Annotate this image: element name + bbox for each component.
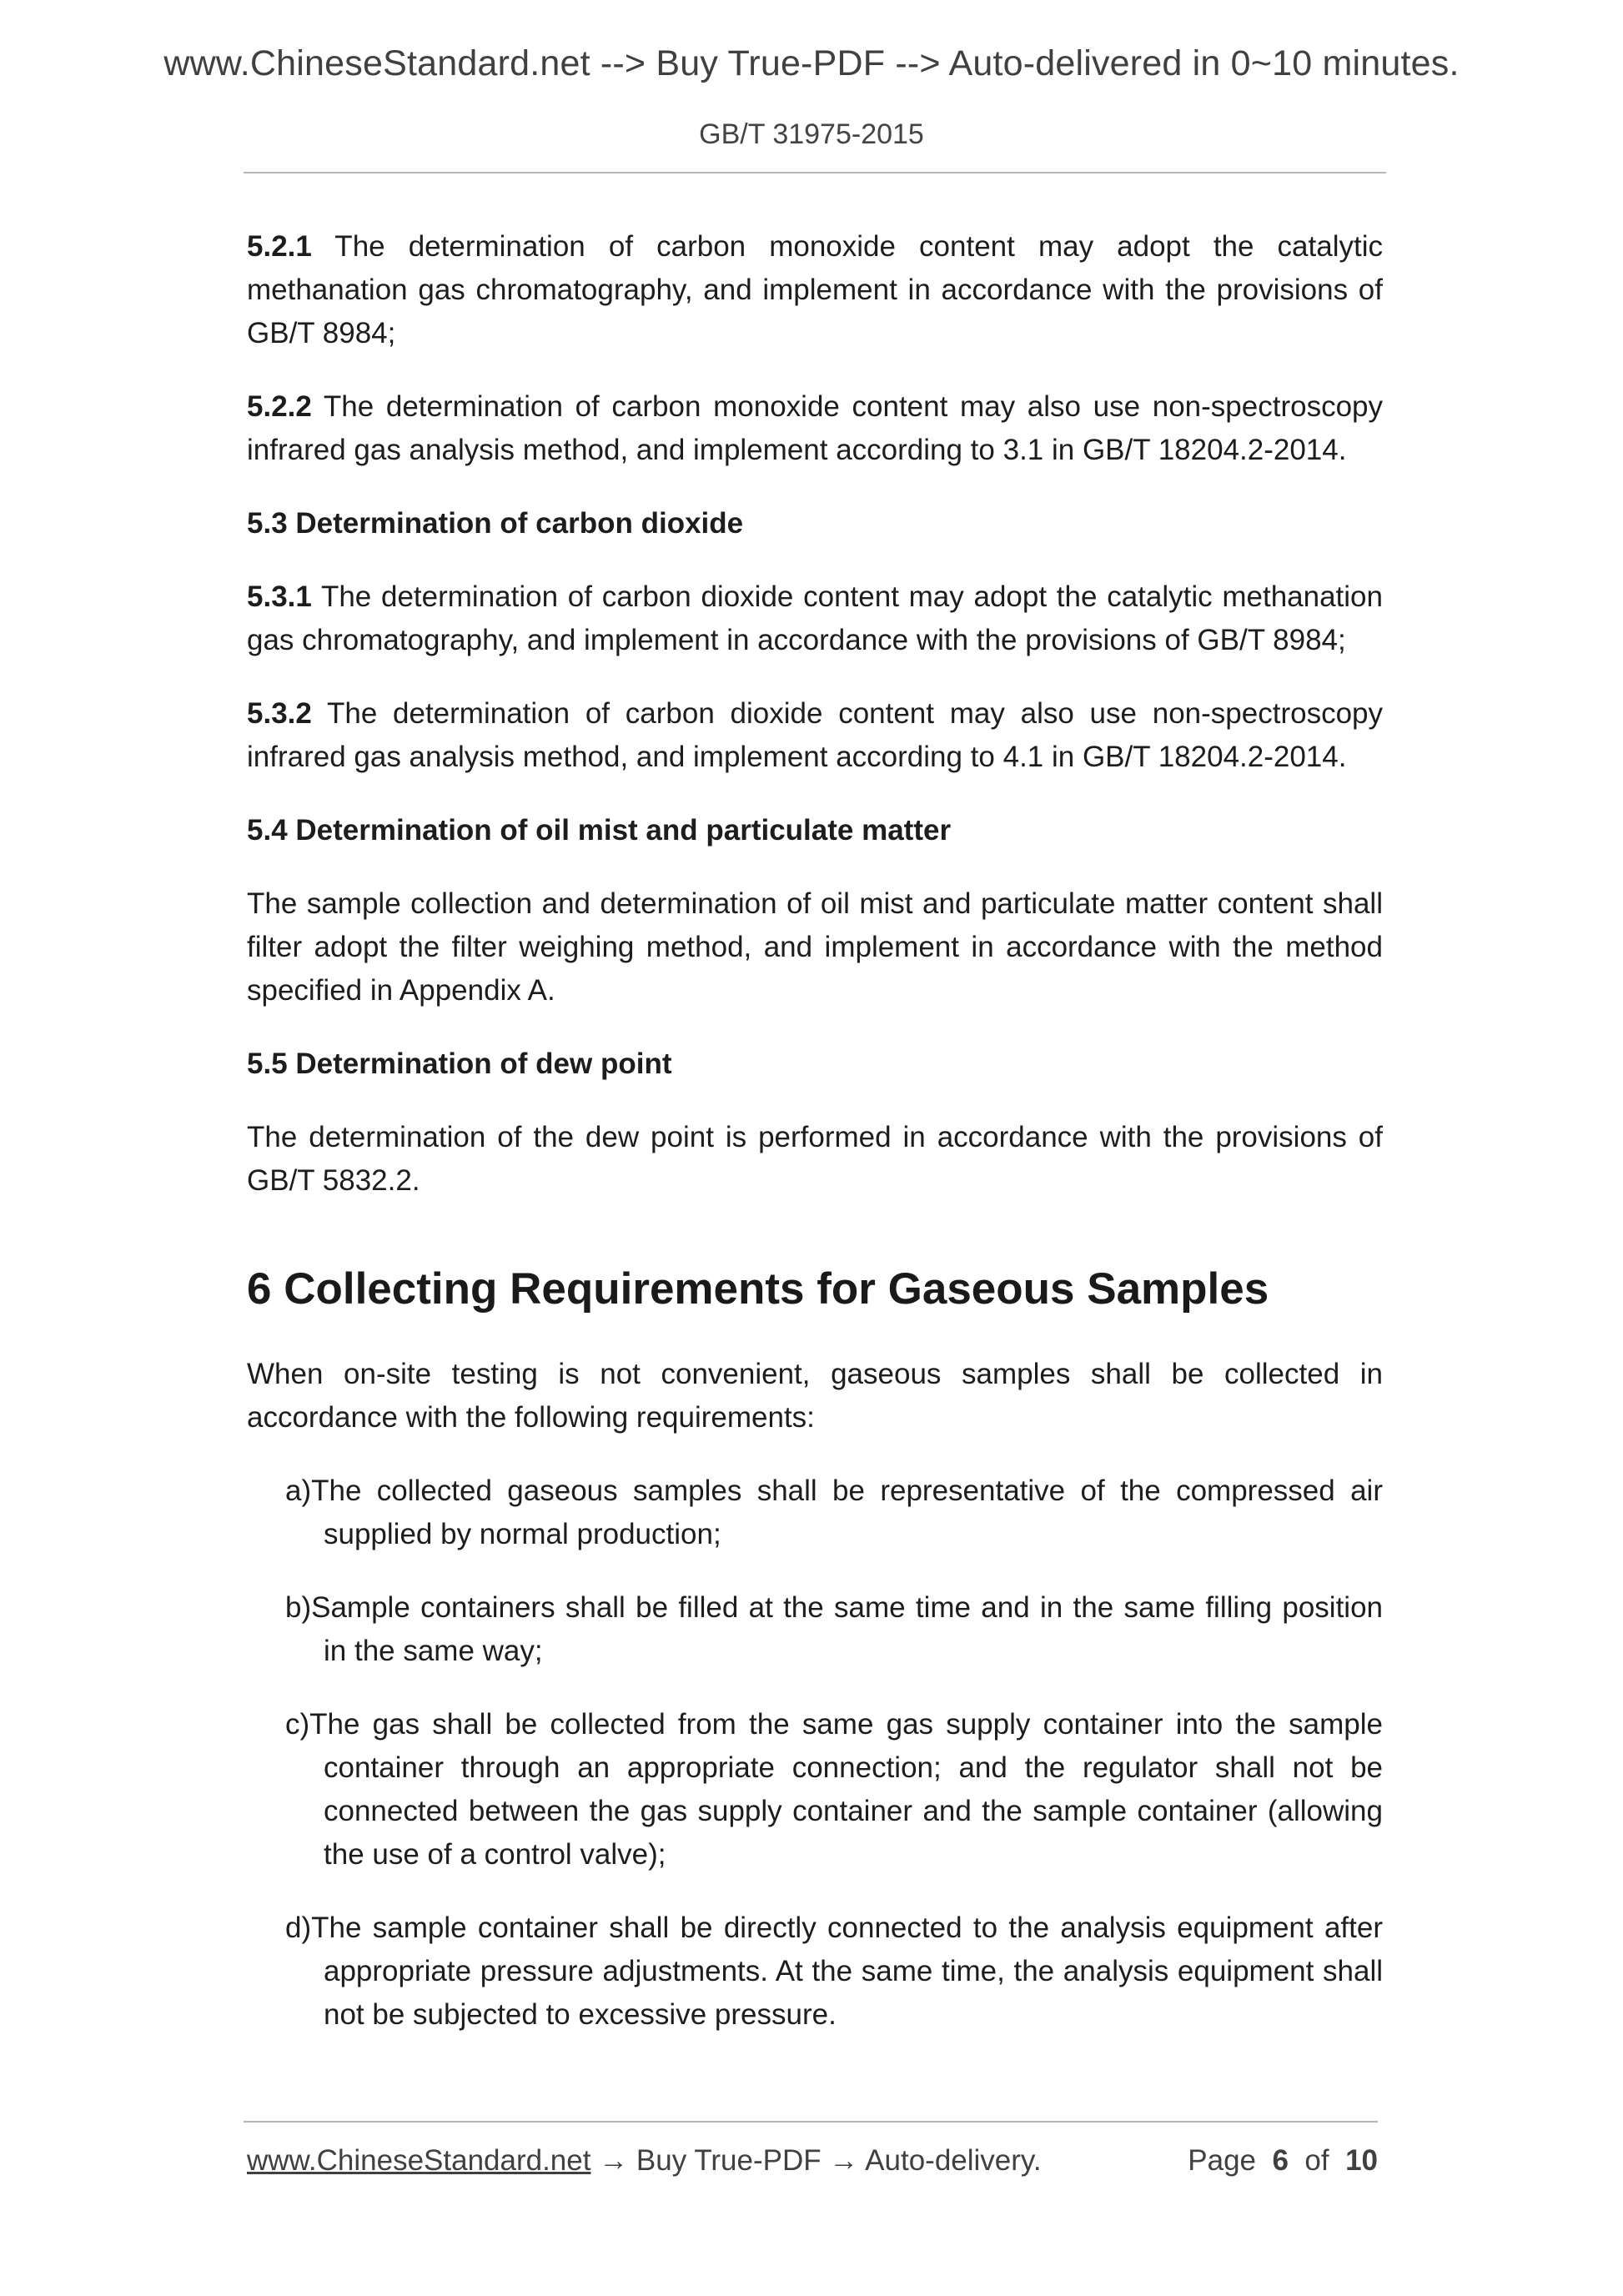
list-text: Sample containers shall be filled at the same time and in the same filling position in the same way; — [311, 1591, 1383, 1667]
list-text: The sample container shall be directly connected to the analysis equipment after appropriate pressure adjustments. At the same time, the analysis equipment shall not be subjected to excessive pressure. — [311, 1912, 1383, 2031]
clause-text: The determination of carbon monoxide content may adopt the catalytic methanation gas chromatography, and implement in accordance with the provisions of GB/T 8984; — [247, 230, 1383, 349]
list-item-b — [285, 1586, 1383, 1673]
list-marker: d) — [285, 1912, 312, 1944]
heading-5-4: 5.4 Determination of oil mist and particulate matter — [247, 814, 952, 847]
header-divider — [244, 172, 1386, 173]
heading-5-5: 5.5 Determination of dew point — [247, 1048, 672, 1080]
clause-number: 5.2.2 — [247, 390, 312, 423]
list-item-c — [285, 1703, 1383, 1876]
footer-tagline: → Buy True-PDF → Auto-delivery. — [590, 2144, 1042, 2177]
page-number — [1188, 2141, 1378, 2181]
list-marker: b) — [285, 1591, 312, 1624]
list-text: The gas shall be collected from the same gas supply container into the sample container through an appropriate connection; and the regulator shall not be connected between the gas supply container and the sample container (allowing the use of a control valve); — [309, 1708, 1383, 1871]
top-banner: www.ChineseStandard.net --> Buy True-PDF --> Auto-delivered in 0~10 minutes. — [163, 43, 1460, 83]
footer-site-link[interactable]: www.ChineseStandard.net — [247, 2144, 591, 2177]
list-marker: c) — [285, 1708, 310, 1741]
list-item-d — [285, 1907, 1383, 2037]
paragraph-5-5: The determination of the dew point is performed in accordance with the provisions of GB/T 5832.2. — [247, 1121, 1383, 1197]
page-content — [247, 225, 1383, 2037]
clause-5-2-1 — [247, 225, 1383, 355]
list-text: The collected gaseous samples shall be representative of the compressed air supplied by normal production; — [311, 1475, 1383, 1550]
footer-divider — [244, 2121, 1378, 2123]
paragraph-5-4: The sample collection and determination of oil mist and particulate matter content shall filter adopt the filter weighing method, and implement in accordance with the method specified in Appendix A. — [247, 887, 1383, 1007]
page-label: Page — [1188, 2144, 1257, 2177]
clause-5-2-2 — [247, 385, 1383, 472]
page-total: 10 — [1345, 2144, 1378, 2177]
page-footer — [247, 2141, 1378, 2181]
section-6-title: 6 Collecting Requirements for Gaseous Samples — [247, 1264, 1269, 1314]
clause-5-3-2 — [247, 692, 1383, 779]
clause-number: 5.3.2 — [247, 697, 312, 730]
page-current: 6 — [1272, 2144, 1289, 2177]
clause-number: 5.3.1 — [247, 580, 312, 613]
paragraph-6-intro: When on-site testing is not convenient, gaseous samples shall be collected in accordance with the following requirements: — [247, 1358, 1383, 1434]
clause-number: 5.2.1 — [247, 230, 312, 263]
clause-5-3-1 — [247, 575, 1383, 662]
clause-text: The determination of carbon dioxide content may also use non-spectroscopy infrared gas analysis method, and implement according to 4.1 in GB/T 18204.2-2014. — [247, 697, 1383, 773]
page-of: of — [1304, 2144, 1329, 2177]
clause-text: The determination of carbon dioxide content may adopt the catalytic methanation gas chromatography, and implement in accordance with the provisions of GB/T 8984; — [247, 580, 1383, 656]
clause-text: The determination of carbon monoxide content may also use non-spectroscopy infrared gas analysis method, and implement according to 3.1 in GB/T 18204.2-2014. — [247, 390, 1383, 466]
list-marker: a) — [285, 1475, 312, 1507]
standard-code: GB/T 31975-2015 — [699, 118, 924, 150]
list-item-a — [285, 1470, 1383, 1556]
heading-5-3: 5.3 Determination of carbon dioxide — [247, 507, 744, 540]
